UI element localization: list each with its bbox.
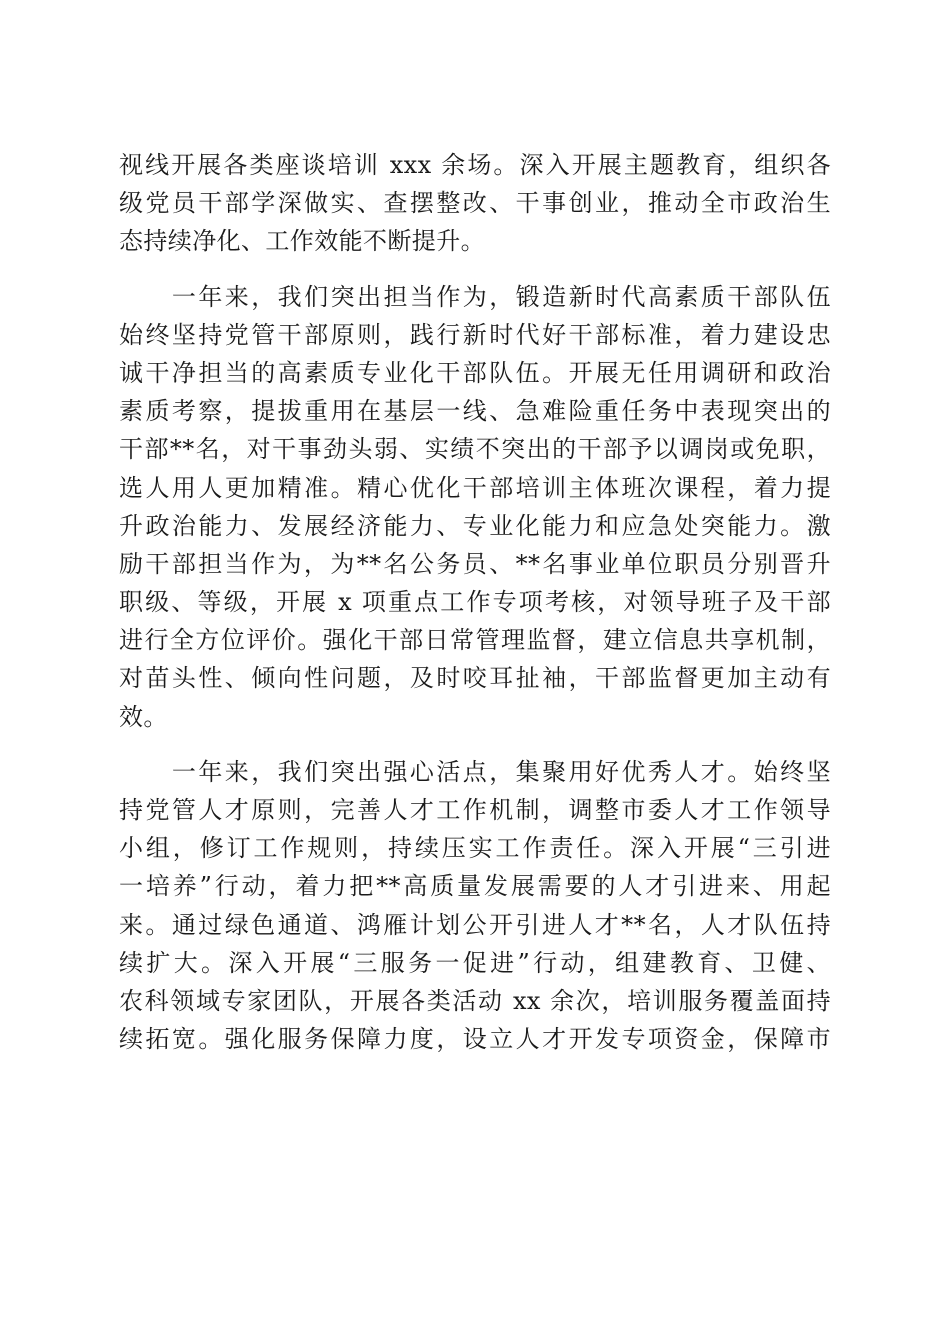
text-line: 一年来，我们突出担当作为，锻造新时代高素质干部队伍 [119,282,831,311]
text-line: 效。 [119,702,168,731]
text-line: 级党员干部学深做实、查摆整改、干事创业，推动全市政治生 [119,189,831,218]
text-line: 诚干净担当的高素质专业化干部队伍。开展无任用调研和政治 [119,358,831,387]
text-line: 选人用人更加精准。精心优化干部培训主体班次课程，着力提 [119,473,831,502]
text-line: 一年来，我们突出强心活点，集聚用好优秀人才。始终坚 [119,757,831,786]
text-line: 励干部担当作为，为**名公务员、**名事业单位职员分别晋升 [119,549,831,578]
text-line: 续扩大。深入开展“三服务一促进”行动，组建教育、卫健、 [119,948,831,977]
text-line: 续拓宽。强化服务保障力度，设立人才开发专项资金，保障市 [119,1025,831,1054]
text-line: 对苗头性、倾向性问题，及时咬耳扯袖，干部监督更加主动有 [119,664,831,693]
paragraph-2 [119,278,831,736]
text-line: 小组，修订工作规则，持续压实工作责任。深入开展“三引进 [119,834,831,863]
text-line: 进行全方位评价。强化干部日常管理监督，建立信息共享机制， [119,626,831,655]
text-line: 视线开展各类座谈培训 xxx 余场。深入开展主题教育，组织各 [119,151,831,179]
text-line: 持党管人才原则，完善人才工作机制，调整市委人才工作领导 [119,796,831,824]
text-line: 素质考察，提拔重用在基层一线、急难险重任务中表现突出的 [119,397,831,426]
paragraph-1 [119,146,831,261]
text-line: 升政治能力、发展经济能力、专业化能力和应急处突能力。激 [119,511,831,540]
text-line: 来。通过绿色通道、鸿雁计划公开引进人才**名，人才队伍持 [119,910,831,939]
text-line: 一培养”行动，着力把**高质量发展需要的人才引进来、用起 [119,872,831,901]
paragraph-3 [119,753,831,1059]
text-line: 态持续净化、工作效能不断提升。 [119,227,485,256]
document-body [119,146,831,1058]
text-line: 农科领域专家团队，开展各类活动 xx 余次，培训服务覆盖面持 [119,986,831,1015]
text-line: 职级、等级，开展 x 项重点工作专项考核，对领导班子及干部 [119,588,831,617]
text-line: 干部**名，对干事劲头弱、实绩不突出的干部予以调岗或免职， [119,435,831,464]
text-line: 始终坚持党管干部原则，践行新时代好干部标准，着力建设忠 [119,320,831,349]
